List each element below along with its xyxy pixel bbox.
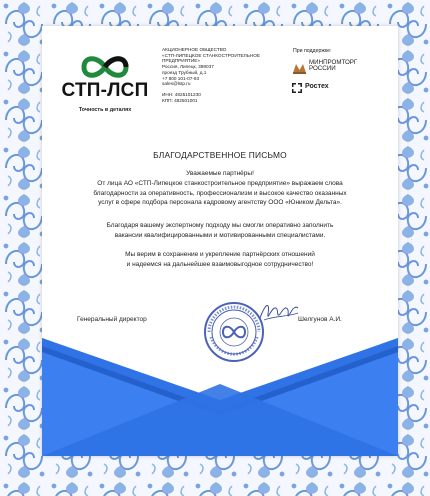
letter-paragraph-3 [52, 250, 388, 270]
greeting: Уважаемые партнёры! [186, 170, 254, 177]
minpromtorg-label [309, 60, 357, 73]
side-watermark-text: · · · · · [409, 236, 414, 249]
letter-paragraph-1 [52, 169, 388, 208]
requisites-line: «СТП-ЛИПЕЦКОЕ СТАНКОСТРОИТЕЛЬНОЕ [162, 52, 260, 58]
requisites-line: проезд Трубный, д.1 [162, 69, 207, 75]
minpromtorg-emblem-icon [292, 60, 307, 74]
support-title: При поддержке: [293, 48, 332, 54]
paragraph-line: и надеемся на дальнейшее взаимовыгодное сотрудничество! [126, 260, 314, 268]
paragraph-line: услуг в сфере подбора персонала кадровому агентству ООО «Юником Дельта». [98, 199, 342, 207]
paragraph-line: благодарности за оперативность, профессионализм и высокое качество оказанных [93, 189, 347, 197]
letter-title: БЛАГОДАРСТВЕННОЕ ПИСЬМО [153, 150, 287, 160]
requisites-line: АКЦИОНЕРНОЕ ОБЩЕСТВО [162, 47, 227, 52]
company-stamp-icon [203, 301, 265, 363]
paragraph-line: Мы верим в сохранение и укрепление партнёрских отношений [125, 251, 315, 258]
company-logo-name: СТП-ЛСП [61, 80, 149, 101]
tax-id-line: ИНН: 4825101230 [162, 91, 201, 97]
requisites-line: +7 800 101-07-93 [162, 75, 200, 81]
infinity-logo-icon [78, 52, 132, 82]
letter-paragraph-2 [52, 221, 388, 241]
handwritten-signature-icon [258, 298, 300, 326]
minpromtorg-line: МИНПРОМТОРГ [309, 59, 358, 66]
requisites-line: Россия, Липецк, 398037 [162, 64, 214, 70]
company-slogan: Точность в деталях [78, 107, 132, 113]
rostec-emblem-icon [292, 83, 302, 93]
requisites-line: ПРЕДПРИЯТИЕ» [162, 58, 201, 64]
requisites-email[interactable]: sales@lstp.ru [162, 81, 191, 87]
paragraph-line: От лица АО «СТП-Липецкое станкостроительное предприятие» выражаем слова [97, 179, 343, 187]
minpromtorg-line: РОССИИ [309, 65, 336, 73]
paragraph-line: вакансии квалифицированными и мотивированными специалистами. [114, 231, 326, 239]
rostec-label: Ростех [305, 83, 329, 90]
signatory-name: Шелгунов А.И. [298, 316, 342, 323]
signatory-role: Генеральный директор [77, 316, 147, 323]
tax-kpp-line: КПП: 482501001 [162, 97, 198, 103]
paragraph-line: Благодаря вашему экспертному подходу мы смогли оперативно заполнить [106, 222, 334, 229]
company-requisites [162, 47, 282, 103]
